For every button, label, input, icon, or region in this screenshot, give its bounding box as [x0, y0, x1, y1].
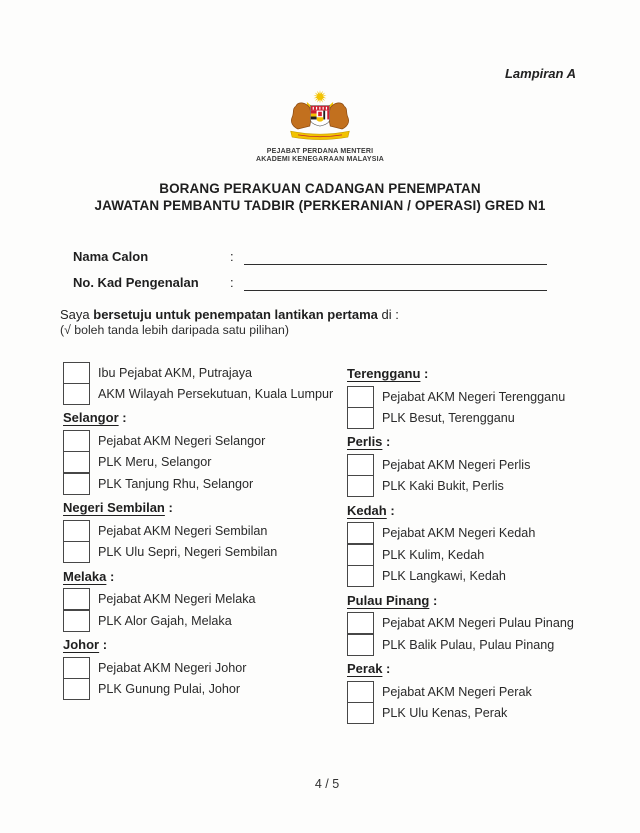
state-heading-label: Johor [63, 637, 100, 653]
org-line-2: AKADEMI KENEGARAAN MALAYSIA [255, 156, 385, 163]
placement-option-label: Pejabat AKM Negeri Terengganu [382, 389, 566, 404]
placement-checkbox[interactable] [63, 451, 90, 473]
placement-checkbox[interactable] [347, 544, 374, 566]
placement-option-label: Ibu Pejabat AKM, Putrajaya [98, 365, 253, 380]
state-heading-label: Perlis [347, 434, 383, 450]
form-title-line-1: BORANG PERAKUAN CADANGAN PENEMPATAN [159, 181, 481, 196]
consent-suffix: di : [377, 307, 399, 322]
placement-checkbox[interactable] [63, 610, 90, 632]
emblem-block [260, 88, 380, 153]
state-heading-label: Melaka [63, 568, 107, 584]
state-heading-label: Negeri Sembilan [63, 500, 165, 516]
placement-checkbox[interactable] [347, 454, 374, 476]
name-field-label: Nama Calon [73, 249, 149, 264]
consent-prefix: Saya [60, 307, 94, 322]
page-number: 4 / 5 [314, 777, 340, 791]
placement-option-label: PLK Balik Pulau, Pulau Pinang [382, 637, 555, 652]
placement-checkbox[interactable] [63, 383, 90, 405]
org-line-1: PEJABAT PERDANA MENTERI [266, 148, 374, 155]
form-title-line-2: JAWATAN PEMBANTU TADBIR (PERKERANIAN / OPERASI) GRED N1 [94, 197, 546, 213]
placement-option-row [347, 522, 587, 545]
placement-option-row [347, 475, 587, 498]
placement-checkbox[interactable] [63, 473, 90, 495]
organization-name [0, 148, 640, 164]
placement-checkbox[interactable] [63, 362, 90, 384]
attachment-label: Lampiran A [504, 66, 576, 81]
identity-fields [73, 239, 547, 291]
placement-option-row [63, 429, 345, 452]
placement-checkbox[interactable] [63, 541, 90, 563]
consent-bold-text: bersetuju untuk penempatan lantikan pertama [93, 307, 378, 322]
placement-checkbox[interactable] [63, 430, 90, 452]
ic-number-field-line [244, 271, 547, 291]
name-field-row [73, 239, 547, 265]
name-field-line [244, 245, 547, 265]
placement-option-label: Pejabat AKM Negeri Selangor [98, 433, 266, 448]
placement-option-label: PLK Alor Gajah, Melaka [98, 613, 232, 628]
placement-option-label: PLK Tanjung Rhu, Selangor [98, 476, 254, 491]
state-heading-label: Terengganu [347, 366, 421, 381]
ic-number-field-row [73, 265, 547, 291]
state-heading [63, 632, 345, 656]
state-heading-suffix: : [382, 661, 391, 677]
placement-checkbox[interactable] [347, 612, 374, 634]
placement-checkbox[interactable] [63, 678, 90, 700]
consent-statement [60, 306, 580, 338]
state-heading-suffix: : [429, 592, 438, 608]
placement-option-row [347, 565, 587, 588]
state-heading-suffix: : [386, 502, 395, 518]
placement-checkbox[interactable] [347, 702, 374, 724]
placement-option-row [347, 701, 587, 724]
state-heading [347, 429, 587, 453]
placement-option-row [347, 385, 587, 408]
placement-checkbox[interactable] [63, 588, 90, 610]
placement-option-label: Pejabat AKM Negeri Melaka [98, 592, 256, 607]
placement-option-row [63, 519, 345, 542]
state-heading [63, 405, 345, 429]
state-heading-suffix: : [106, 568, 115, 584]
state-heading-suffix: : [420, 366, 429, 381]
placement-option-label: PLK Kaki Bukit, Perlis [382, 479, 504, 494]
malaysia-coat-of-arms-icon [276, 88, 364, 148]
state-heading-suffix: : [118, 410, 127, 426]
placement-checkbox[interactable] [347, 634, 374, 656]
placement-option-label: PLK Ulu Sepri, Negeri Sembilan [98, 545, 278, 560]
consent-sentence [60, 306, 580, 323]
state-heading-suffix: : [164, 500, 173, 516]
placement-option-row [347, 633, 587, 656]
placement-option-label: PLK Gunung Pulai, Johor [98, 681, 241, 696]
placement-option-label: PLK Besut, Terengganu [382, 410, 515, 425]
state-heading [63, 495, 345, 519]
form-title [0, 181, 640, 214]
placement-checkbox[interactable] [347, 565, 374, 587]
placement-column-right [347, 361, 587, 724]
ic-number-field-separator: : [230, 275, 234, 290]
placement-checkbox[interactable] [347, 522, 374, 544]
placement-option-row [63, 588, 345, 611]
state-heading [347, 588, 587, 612]
placement-option-row [63, 677, 345, 700]
placement-option-row [63, 472, 345, 495]
placement-checkbox[interactable] [347, 386, 374, 408]
state-heading-label: Selangor [63, 410, 119, 426]
placement-checkbox[interactable] [63, 520, 90, 542]
placement-checkbox[interactable] [347, 681, 374, 703]
state-heading-suffix: : [382, 434, 391, 450]
state-heading [63, 564, 345, 588]
placement-option-label: PLK Langkawi, Kedah [382, 569, 506, 584]
placement-option-label: Pejabat AKM Negeri Perak [382, 684, 532, 699]
placement-option-row [63, 382, 345, 405]
placement-option-label: AKM Wilayah Persekutuan, Kuala Lumpur [98, 386, 334, 401]
placement-option-row [63, 451, 345, 474]
placement-option-label: Pejabat AKM Negeri Sembilan [98, 523, 268, 538]
placement-option-row [63, 541, 345, 564]
placement-option-row [63, 361, 345, 384]
placement-option-row [347, 453, 587, 476]
state-heading [347, 361, 587, 385]
placement-option-label: Pejabat AKM Negeri Kedah [382, 526, 536, 541]
state-heading-label: Pulau Pinang [347, 592, 430, 608]
placement-checkbox[interactable] [347, 475, 374, 497]
placement-option-label: Pejabat AKM Negeri Perlis [382, 457, 531, 472]
placement-option-row [347, 406, 587, 429]
placement-option-label: PLK Meru, Selangor [98, 455, 212, 470]
state-heading-suffix: : [99, 637, 108, 653]
placement-option-row [63, 656, 345, 679]
placement-checkbox[interactable] [63, 657, 90, 679]
placement-option-label: PLK Ulu Kenas, Perak [382, 705, 508, 720]
placement-option-label: PLK Kulim, Kedah [382, 547, 485, 562]
placement-option-label: Pejabat AKM Negeri Pulau Pinang [382, 616, 574, 631]
placement-option-row [347, 680, 587, 703]
state-heading-label: Perak [347, 661, 383, 677]
placement-column-left [63, 361, 345, 700]
state-heading-label: Kedah [347, 502, 387, 518]
state-heading [347, 656, 587, 680]
placement-option-row [347, 543, 587, 566]
consent-note: (√ boleh tanda lebih daripada satu pilihan) [60, 323, 289, 337]
state-heading [347, 498, 587, 522]
placement-option-row [63, 609, 345, 632]
placement-option-row [347, 612, 587, 635]
placement-option-label: Pejabat AKM Negeri Johor [98, 660, 247, 675]
ic-number-field-label: No. Kad Pengenalan [73, 275, 199, 290]
placement-checkbox[interactable] [347, 407, 374, 429]
name-field-separator: : [230, 249, 234, 264]
